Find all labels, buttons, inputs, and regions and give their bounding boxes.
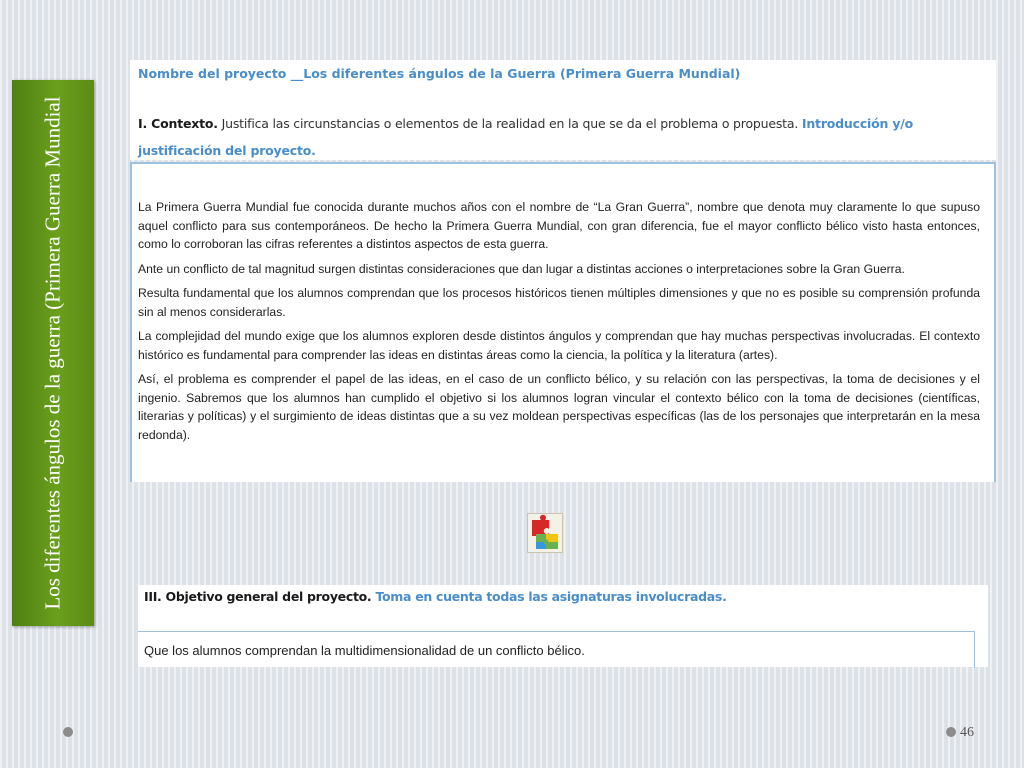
objective-panel bbox=[138, 585, 988, 667]
context-body-text bbox=[138, 198, 980, 450]
context-header-panel bbox=[130, 60, 996, 160]
puzzle-icon bbox=[527, 513, 563, 553]
slide-title: Los diferentes ángulos de la guerra (Primera Guerra Mundial bbox=[40, 96, 65, 610]
objective-text: Que los alumnos comprendan la multidimensionalidad de un conflicto bélico. bbox=[144, 643, 585, 658]
context-label: I. Contexto. bbox=[138, 116, 218, 131]
slide-title-bar bbox=[12, 80, 94, 626]
context-body-panel bbox=[130, 162, 996, 482]
body-paragraph: Ante un conflicto de tal magnitud surgen distintas consideraciones que dan lugar a distintas acciones o interpretaciones sobre la Gran Guerra. bbox=[138, 261, 905, 276]
project-name: Nombre del proyecto __Los diferentes ángulos de la Guerra (Primera Guerra Mundial) bbox=[138, 66, 741, 81]
page-number: 46 bbox=[960, 725, 974, 740]
objective-label: III. Objetivo general del proyecto. bbox=[144, 589, 372, 604]
body-paragraph: La complejidad del mundo exige que los alumnos exploren desde distintos ángulos y comprendan que hay muchas perspectivas involucradas. El contexto histórico es fundamental para comprender las ideas en distintas áreas como la ciencia, la política y la literatura (artes). bbox=[138, 329, 980, 362]
body-paragraph: Resulta fundamental que los alumnos comprendan que los procesos históricos tienen múltiples dimensiones y que no es posible su comprensión profunda sin al menos considerarlas. bbox=[138, 286, 980, 319]
context-instruction: Justifica las circunstancias o elementos de la realidad en la que se da el problema o propuesta. bbox=[217, 116, 802, 131]
objective-highlight: Toma en cuenta todas las asignaturas involucradas. bbox=[371, 589, 727, 604]
bullet-dot-left bbox=[63, 727, 73, 737]
body-paragraph: Así, el problema es comprender el papel de las ideas, en el caso de un conflicto bélico, y su relación con las perspectivas, la toma de decisiones y el ingenio. Sabremos que los alumnos han cumplido el objetivo si los alumnos logran vincular el contexto bélico con la toma de decisiones (científicas, literarias y políticas) y el surgimiento de ideas distintas que a su vez moldean perspectivas específicas (las de los personajes que interpretarán en la mesa redonda). bbox=[138, 372, 980, 442]
context-heading bbox=[138, 110, 988, 164]
body-paragraph: La Primera Guerra Mundial fue conocida durante muchos años con el nombre de “La Gran Guerra”, nombre que denota muy claramente lo que supuso aquel conflicto para sus contemporáneos. De hecho la Primera Guerra Mundial, con gran diferencia, fue el mayor conflicto bélico visto hasta entonces, como lo corroboran las cifras referentes a distintos aspectos de esta guerra. bbox=[138, 200, 980, 251]
bullet-dot-right bbox=[946, 727, 956, 737]
objective-heading bbox=[144, 589, 727, 604]
context-highlight: Introducción y/o justificación del proyecto. bbox=[138, 116, 914, 158]
